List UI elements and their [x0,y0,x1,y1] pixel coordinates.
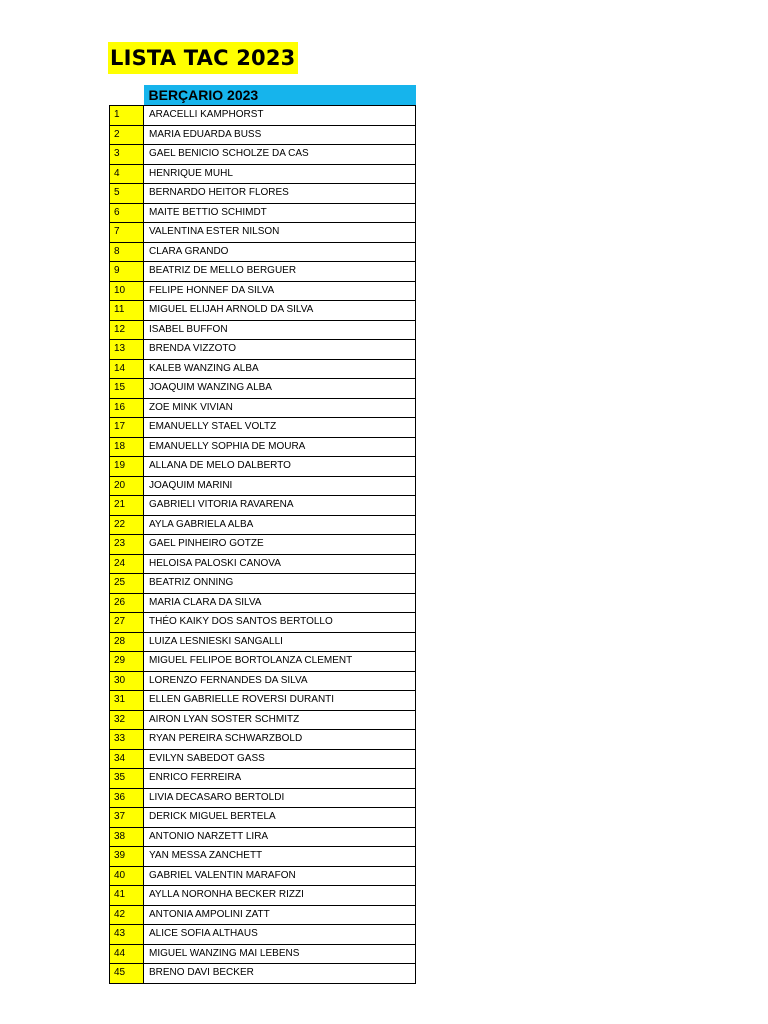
row-number: 4 [110,164,144,184]
table-row [110,827,416,847]
row-number: 38 [110,827,144,847]
table-row [110,847,416,867]
table-row [110,203,416,223]
row-name: ANTONIA AMPOLINI ZATT [144,905,416,925]
row-name: GAEL BENICIO SCHOLZE DA CAS [144,145,416,165]
row-number: 41 [110,886,144,906]
table-row [110,788,416,808]
row-name: EMANUELLY SOPHIA DE MOURA [144,437,416,457]
row-number: 44 [110,944,144,964]
table-row [110,652,416,672]
row-number: 42 [110,905,144,925]
row-name: FELIPE HONNEF DA SILVA [144,281,416,301]
row-name: GAEL PINHEIRO GOTZE [144,535,416,555]
table-row [110,184,416,204]
table-row [110,710,416,730]
row-number: 37 [110,808,144,828]
row-number: 16 [110,398,144,418]
row-name: ALLANA DE MELO DALBERTO [144,457,416,477]
row-name: YAN MESSA ZANCHETT [144,847,416,867]
row-name: JOAQUIM MARINI [144,476,416,496]
table-row [110,223,416,243]
row-name: BEATRIZ ONNING [144,574,416,594]
row-number: 15 [110,379,144,399]
table-row [110,691,416,711]
table-row [110,301,416,321]
row-name: MARIA CLARA DA SILVA [144,593,416,613]
row-number: 23 [110,535,144,555]
row-name: RYAN PEREIRA SCHWARZBOLD [144,730,416,750]
table-row [110,535,416,555]
row-name: DERICK MIGUEL BERTELA [144,808,416,828]
table-header-row [110,85,416,106]
row-name: MAITE BETTIO SCHIMDT [144,203,416,223]
page-title: LISTA TAC 2023 [108,42,298,74]
row-name: GABRIELI VITORIA RAVARENA [144,496,416,516]
row-name: KALEB WANZING ALBA [144,359,416,379]
row-name: THÉO KAIKY DOS SANTOS BERTOLLO [144,613,416,633]
table-row [110,398,416,418]
row-number: 9 [110,262,144,282]
row-number: 22 [110,515,144,535]
table-row [110,340,416,360]
row-name: MIGUEL WANZING MAI LEBENS [144,944,416,964]
row-number: 34 [110,749,144,769]
table-row [110,281,416,301]
table-row [110,320,416,340]
row-number: 7 [110,223,144,243]
table-row [110,457,416,477]
row-number: 3 [110,145,144,165]
row-number: 39 [110,847,144,867]
table-row [110,262,416,282]
table-row [110,106,416,126]
row-name: EVILYN SABEDOT GASS [144,749,416,769]
row-number: 40 [110,866,144,886]
row-number: 20 [110,476,144,496]
row-name: ELLEN GABRIELLE ROVERSI DURANTI [144,691,416,711]
row-number: 30 [110,671,144,691]
row-number: 25 [110,574,144,594]
row-name: EMANUELLY STAEL VOLTZ [144,418,416,438]
name-list-table [109,85,416,984]
row-name: JOAQUIM WANZING ALBA [144,379,416,399]
row-name: ALICE SOFIA ALTHAUS [144,925,416,945]
row-number: 31 [110,691,144,711]
row-name: ARACELLI KAMPHORST [144,106,416,126]
row-number: 36 [110,788,144,808]
row-name: LIVIA DECASARO BERTOLDI [144,788,416,808]
table-row [110,418,416,438]
row-number: 18 [110,437,144,457]
table-row [110,964,416,984]
row-name: MIGUEL FELIPOE BORTOLANZA CLEMENT [144,652,416,672]
row-number: 35 [110,769,144,789]
table-row [110,242,416,262]
row-name: MARIA EDUARDA BUSS [144,125,416,145]
row-name: ISABEL BUFFON [144,320,416,340]
table-row [110,944,416,964]
row-number: 43 [110,925,144,945]
row-number: 12 [110,320,144,340]
row-number: 14 [110,359,144,379]
table-row [110,866,416,886]
table-row [110,145,416,165]
table-row [110,515,416,535]
row-number: 8 [110,242,144,262]
row-number: 2 [110,125,144,145]
row-name: BERNARDO HEITOR FLORES [144,184,416,204]
table-row [110,632,416,652]
row-name: ENRICO FERREIRA [144,769,416,789]
section-header: BERÇARIO 2023 [144,85,416,106]
table-row [110,476,416,496]
row-name: VALENTINA ESTER NILSON [144,223,416,243]
row-number: 45 [110,964,144,984]
row-name: HELOISA PALOSKI CANOVA [144,554,416,574]
row-number: 32 [110,710,144,730]
row-name: ANTONIO NARZETT LIRA [144,827,416,847]
row-number: 11 [110,301,144,321]
row-number: 27 [110,613,144,633]
table-row [110,808,416,828]
table-row [110,554,416,574]
table-row [110,593,416,613]
row-number: 13 [110,340,144,360]
row-name: AYLA GABRIELA ALBA [144,515,416,535]
row-number: 28 [110,632,144,652]
header-blank-cell [110,85,144,106]
row-name: BRENO DAVI BECKER [144,964,416,984]
row-number: 17 [110,418,144,438]
table-row [110,496,416,516]
row-number: 29 [110,652,144,672]
row-number: 21 [110,496,144,516]
row-name: AYLLA NORONHA BECKER RIZZI [144,886,416,906]
table-row [110,671,416,691]
table-row [110,749,416,769]
row-name: GABRIEL VALENTIN MARAFON [144,866,416,886]
row-number: 33 [110,730,144,750]
table-row [110,769,416,789]
table-row [110,613,416,633]
table-row [110,905,416,925]
table-row [110,359,416,379]
table-row [110,730,416,750]
row-name: CLARA GRANDO [144,242,416,262]
row-name: ZOE MINK VIVIAN [144,398,416,418]
row-number: 26 [110,593,144,613]
row-name: BEATRIZ DE MELLO BERGUER [144,262,416,282]
row-name: BRENDA VIZZOTO [144,340,416,360]
row-name: AIRON LYAN SOSTER SCHMITZ [144,710,416,730]
table-row [110,164,416,184]
row-number: 19 [110,457,144,477]
row-name: HENRIQUE MUHL [144,164,416,184]
row-number: 5 [110,184,144,204]
table-row [110,437,416,457]
table-row [110,125,416,145]
row-number: 10 [110,281,144,301]
table-row [110,925,416,945]
table-row [110,379,416,399]
row-name: LORENZO FERNANDES DA SILVA [144,671,416,691]
row-number: 1 [110,106,144,126]
table-row [110,886,416,906]
row-number: 24 [110,554,144,574]
row-number: 6 [110,203,144,223]
table-row [110,574,416,594]
row-name: MIGUEL ELIJAH ARNOLD DA SILVA [144,301,416,321]
row-name: LUIZA LESNIESKI SANGALLI [144,632,416,652]
